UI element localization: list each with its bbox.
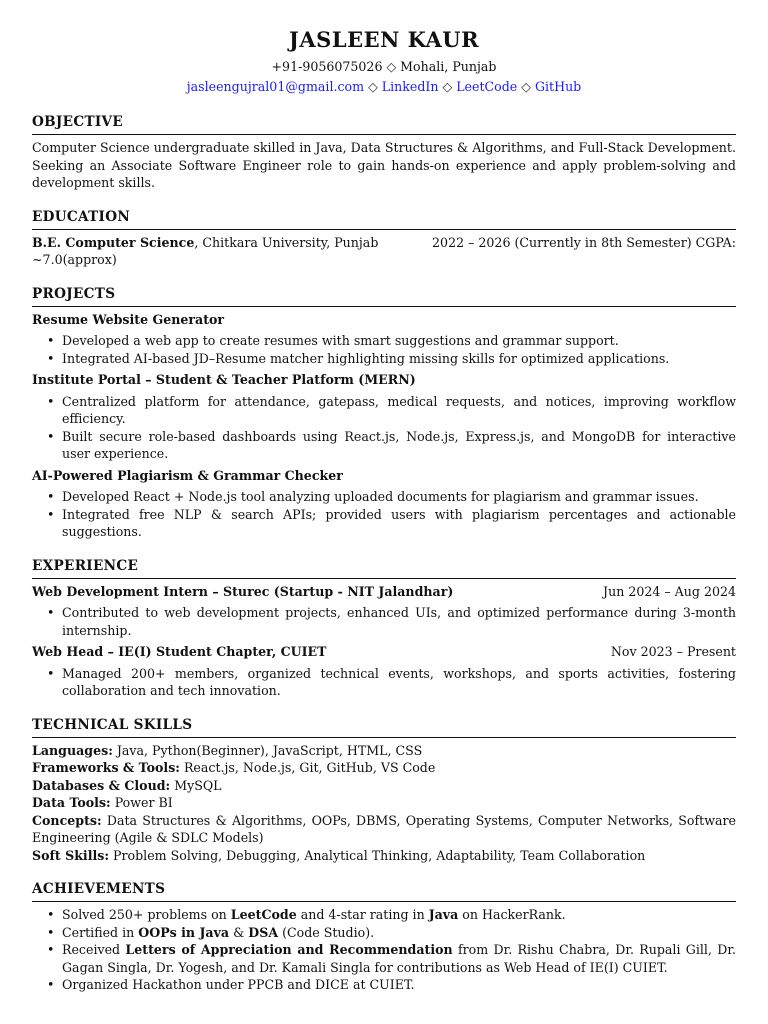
project-bullets [32,393,736,463]
diamond-separator-icon: ◇ [521,79,531,94]
skill-value: MySQL [174,777,222,793]
email-link[interactable]: jasleengujral01@gmail.com [186,79,365,94]
experience-section [32,557,736,700]
text-fragment: Solved 250+ problems on [62,907,231,922]
list-item [32,906,736,924]
degree: B.E. Computer Science [32,234,195,250]
linkedin-link[interactable]: LinkedIn [381,79,439,94]
institution: , Chitkara University, Punjab [194,234,379,250]
skill-label: Concepts: [32,812,102,828]
achievements-list [32,906,736,994]
skill-label: Frameworks & Tools: [32,760,180,775]
project-title: AI-Powered Plagiarism & Grammar Checker [32,467,343,483]
list-item: • Contributed to web development projects, enhanced UIs, and optimized performance during 3-month internship. [32,604,736,639]
experience-role: Web Head – IE(I) Student Chapter, CUIET [32,644,327,659]
experience-bullets [32,604,736,639]
achievements-section [32,880,736,994]
skill-label: Soft Skills: [32,847,110,863]
text-fragment: & [229,924,249,940]
phone-number: +91-9056075026 [271,59,383,74]
text-fragment: Received [62,942,126,957]
skill-value: Data Structures & Algorithms, OOPs, DBMS, Operating Systems, Computer Networks, Software Engineering (Agile & SDLC Models) [32,812,736,845]
list-item: • Integrated free NLP & search APIs; provided users with plagiarism percentages and actionable suggestions. [32,506,736,541]
section-title: EDUCATION [32,208,736,230]
list-item [32,941,736,976]
list-item: • Managed 200+ members, organized technical events, workshops, and sports activities, fostering collaboration and tech innovation. [32,665,736,700]
text-fragment: LeetCode [230,907,297,922]
github-link[interactable]: GitHub [534,79,582,94]
skill-value: Power BI [114,795,173,810]
skill-line [32,794,736,812]
skill-line [32,812,736,847]
text-fragment: and 4-star rating in [296,907,429,922]
education-entry [32,234,736,252]
skill-value: Problem Solving, Debugging, Analytical Thinking, Adaptability, Team Collaboration [113,847,646,863]
experience-header [32,583,736,601]
skill-label: Databases & Cloud: [32,777,171,793]
skill-line [32,759,736,777]
education-section [32,208,736,269]
text-fragment: OOPs in Java [138,924,230,940]
text-fragment: Java [428,907,459,922]
diamond-separator-icon: ◇ [386,59,397,74]
section-title: EXPERIENCE [32,557,736,579]
text-fragment: from Dr. Rishu Chabra, Dr. Rupali Gill, Dr. Gagan Singla, Dr. Yogesh, and Dr. Kamali Singla for contributions as Web Head of IE(I) CUIET. [62,942,736,975]
skill-value: Java, Python(Beginner), JavaScript, HTML, CSS [116,742,423,758]
experience-dates: Jun 2024 – Aug 2024 [603,583,736,599]
experience-bullets [32,665,736,700]
projects-section [32,285,736,541]
skill-line [32,742,736,760]
experience-dates: Nov 2023 – Present [610,644,736,659]
project-title: Institute Portal – Student & Teacher Platform (MERN) [32,372,416,387]
skill-value: React.js, Node.js, Git, GitHub, VS Code [183,760,436,775]
contact-line-1 [32,57,736,77]
experience-role: Web Development Intern – Sturec (Startup - NIT Jalandhar) [32,583,454,599]
location: Mohali, Punjab [400,59,497,74]
diamond-separator-icon: ◇ [368,79,378,94]
skill-label: Languages: [32,742,113,758]
candidate-name: JASLEEN KAUR [288,27,480,52]
skills-section [32,716,736,865]
list-item [32,924,736,942]
text-fragment: on HackerRank. [458,907,566,922]
section-title: ACHIEVEMENTS [32,880,736,902]
skill-line [32,777,736,795]
skill-label: Data Tools: [32,795,111,810]
text-fragment: (Code Studio). [278,924,375,940]
list-item: • Organized Hackathon under PPCB and DICE at CUIET. [32,976,736,994]
education-cgpa: ~7.0(approx) [32,252,117,267]
experience-header [32,643,736,661]
project-title: Resume Website Generator [32,311,225,327]
list-item: • Centralized platform for attendance, gatepass, medical requests, and notices, improving workflow efficiency. [32,393,736,428]
education-school [32,234,378,252]
contact-line-2 [32,77,736,97]
section-title: OBJECTIVE [32,113,736,135]
project-bullets [32,332,736,367]
text-fragment: Letters of Appreciation and Recommendation [125,942,453,957]
list-item: • Developed React + Node.js tool analyzing uploaded documents for plagiarism and grammar issues. [32,488,736,506]
objective-text: Computer Science undergraduate skilled in Java, Data Structures & Algorithms, and Full-Stack Development. Seeking an Associate Software Engineer role to gain hands-on experience and apply problem-solving and development skills. [32,140,736,190]
objective-section [32,113,736,192]
section-title: PROJECTS [32,285,736,307]
list-item: • Developed a web app to create resumes with smart suggestions and grammar support. [32,332,736,350]
text-fragment: Certified in [62,924,139,940]
project-bullets [32,488,736,541]
text-fragment: DSA [248,924,279,940]
diamond-separator-icon: ◇ [442,79,453,94]
skill-line [32,847,736,865]
list-item: • Built secure role-based dashboards using React.js, Node.js, Express.js, and MongoDB for interactive user experience. [32,428,736,463]
section-title: TECHNICAL SKILLS [32,716,736,738]
list-item: • Integrated AI-based JD–Resume matcher highlighting missing skills for optimized applications. [32,350,736,368]
leetcode-link[interactable]: LeetCode [456,79,518,94]
education-dates: 2022 – 2026 (Currently in 8th Semester) CGPA: [432,234,736,250]
